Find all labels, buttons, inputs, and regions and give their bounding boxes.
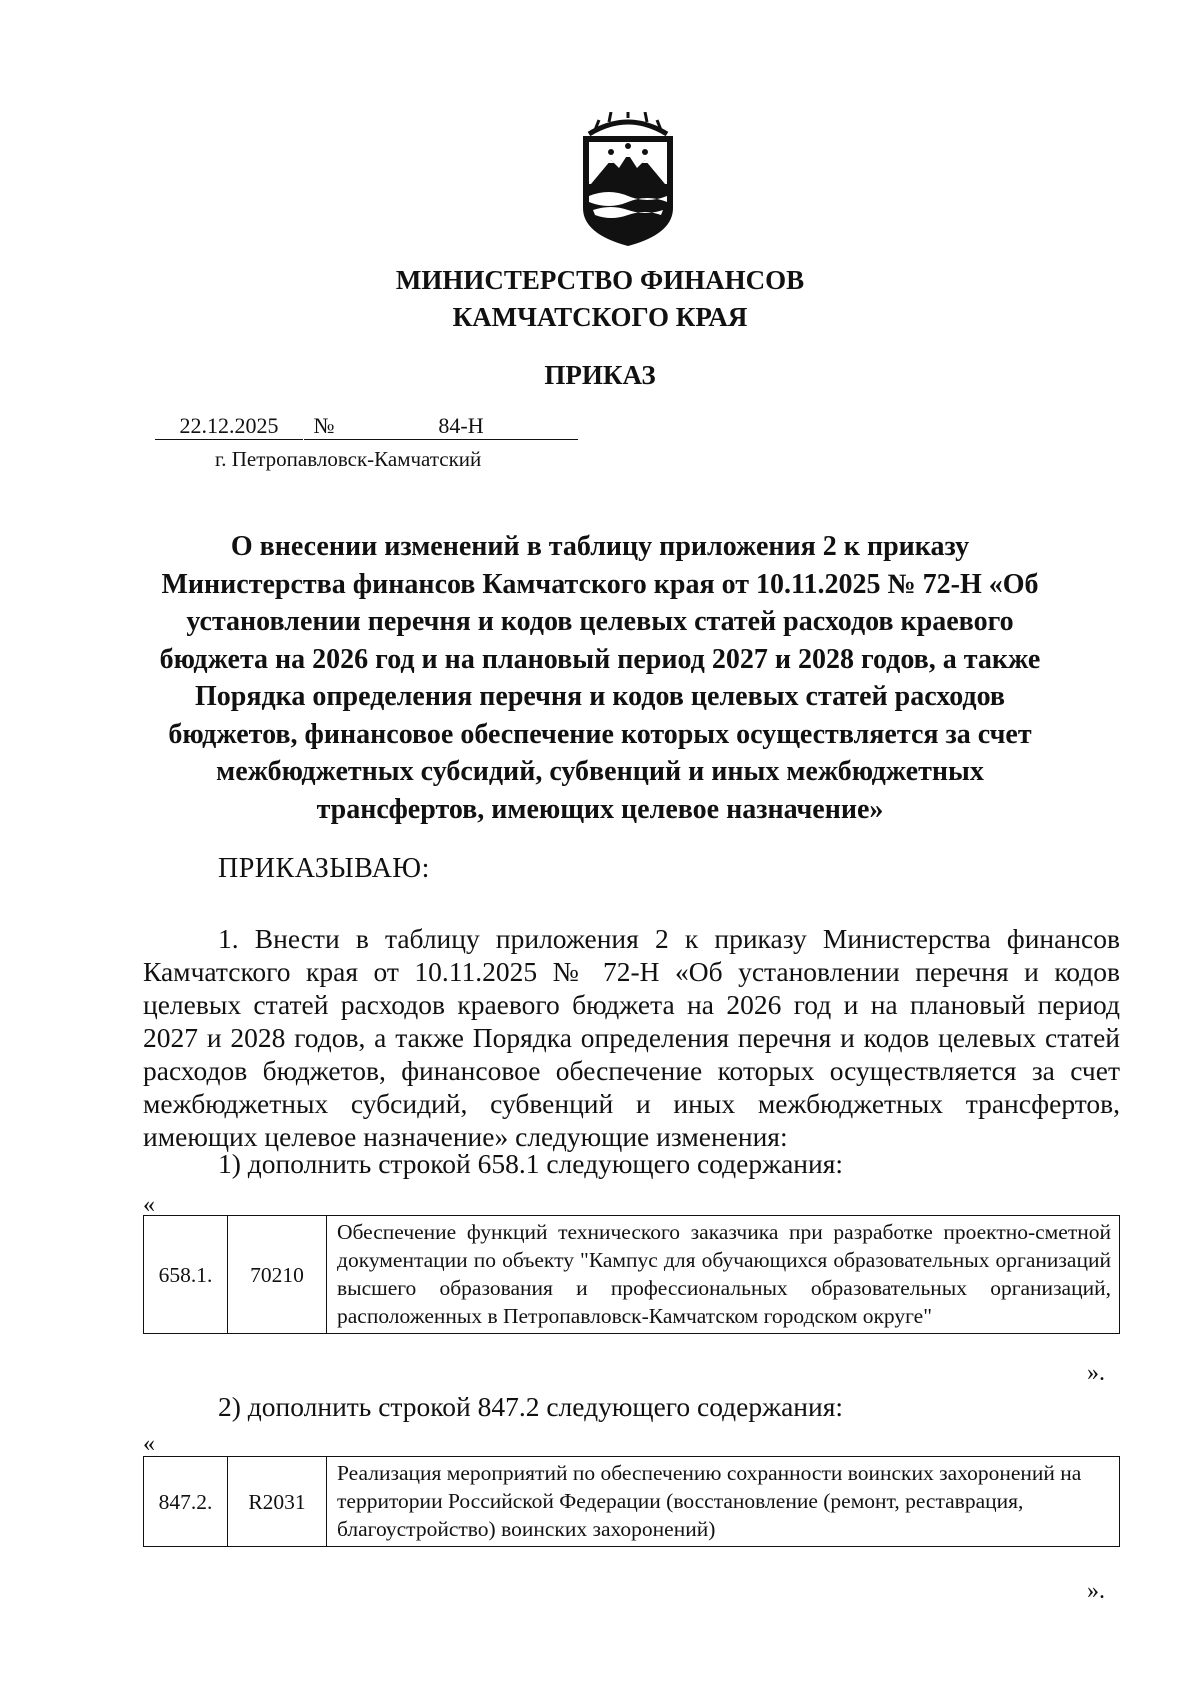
order-date: 22.12.2025 [155, 413, 303, 440]
row-number-cell: 847.2. [144, 1457, 228, 1547]
paragraph-1: 1. Внести в таблицу приложения 2 к приказу Министерства финансов Камчатского края от 10.11.2025 № 72-Н «Об установлении перечня и кодов целевых статей расходов краевого бюджета на 2026 год и на плановый период 2027 и 2028 годов, а также Порядка определения перечня и кодов целевых статей расходов бюджетов, финансовое обеспечение которых осуществляется за счет межбюджетных субсидий, субвенций и иных межбюджетных трансфертов, имеющих целевое назначение» следующие изменения: [143, 923, 1120, 1152]
city: г. Петропавловск-Камчатский [215, 447, 482, 471]
order-word: ПРИКАЗЫВАЮ: [218, 853, 430, 884]
ministry-name-line1: МИНИСТЕРСТВО ФИНАНСОВ [395, 265, 805, 295]
insert-table-2 [143, 1456, 1120, 1547]
order-label: ПРИКАЗ [544, 360, 656, 390]
quote-close-1: ». [1087, 1360, 1105, 1386]
ministry-name [0, 262, 1200, 336]
quote-open-1: « [143, 1192, 155, 1218]
item-2: 2) дополнить строкой 847.2 следующего содержания: [218, 1391, 844, 1422]
item-1: 1) дополнить строкой 658.1 следующего содержания: [218, 1148, 844, 1179]
description-cell: Обеспечение функций технического заказчика при разработке проектно-сметной документации по объекту "Кампус для обучающихся образовательных организаций высшего образования и профессиональных образовательных организаций, расположенных в Петропавловск-Камчатском городском округе" [327, 1216, 1120, 1334]
kamchatka-coat-of-arms [575, 112, 681, 247]
table-row [144, 1457, 1120, 1547]
table-row [144, 1216, 1120, 1334]
number-sign: № [304, 413, 344, 440]
row-number-cell: 658.1. [144, 1216, 228, 1334]
quote-close-2: ». [1087, 1578, 1105, 1604]
insert-table-1 [143, 1215, 1120, 1334]
ministry-name-line2: КАМЧАТСКОГО КРАЯ [452, 302, 748, 332]
document-title: О внесении изменений в таблицу приложения 2 к приказу Министерства финансов Камчатского края от 10.11.2025 № 72-Н «Об установлении перечня и кодов целевых статей расходов краевого бюджета на 2026 год и на плановый период 2027 и 2028 годов, а также Порядка определения перечня и кодов целевых статей расходов бюджетов, финансовое обеспечение которых осуществляется за счет межбюджетных субсидий, субвенций и иных межбюджетных трансфертов, имеющих целевое назначение» [159, 531, 1041, 825]
quote-open-2: « [143, 1431, 155, 1457]
description-cell: Реализация мероприятий по обеспечению сохранности воинских захоронений на территории Российской Федерации (восстановление (ремонт, реставрация, благоустройство) воинских захоронений) [327, 1457, 1120, 1547]
code-cell: R2031 [228, 1457, 327, 1547]
order-number: 84-Н [344, 413, 578, 440]
code-cell: 70210 [228, 1216, 327, 1334]
